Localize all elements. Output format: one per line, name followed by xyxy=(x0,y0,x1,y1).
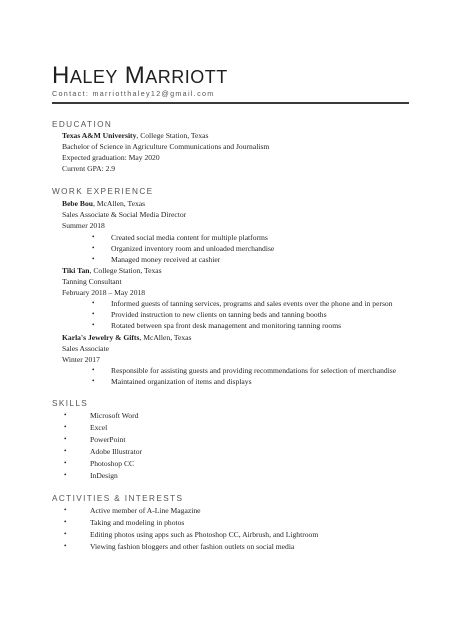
job-location: , College Station, Texas xyxy=(89,266,162,275)
bullet-icon: • xyxy=(92,321,95,329)
bullet-icon: • xyxy=(92,299,95,307)
education-graduation: Expected graduation: May 2020 xyxy=(62,153,160,162)
activity-item: Editing photos using apps such as Photoshop CC, Airbrush, and Lightroom xyxy=(90,530,319,539)
job-dates: Winter 2017 xyxy=(62,355,100,364)
bullet-icon: • xyxy=(64,423,67,431)
bullet-icon: • xyxy=(92,377,95,385)
job-location: , McAllen, Texas xyxy=(93,199,146,208)
skill-item: Adobe Illustrator xyxy=(90,447,143,456)
name-last-rest: ARRIOTT xyxy=(145,67,228,87)
header-divider xyxy=(52,102,409,104)
bullet-icon: • xyxy=(92,310,95,318)
bullet-icon: • xyxy=(64,542,67,550)
job-role: Tanning Consultant xyxy=(62,277,122,286)
job-dates: February 2018 – May 2018 xyxy=(62,288,146,297)
name-first-initial: H xyxy=(52,62,70,89)
job-dates: Summer 2018 xyxy=(62,221,105,230)
bullet-icon: • xyxy=(64,471,67,479)
bullet-icon: • xyxy=(92,244,95,252)
job-bullet: Informed guests of tanning services, programs and sales events over the phone and in person xyxy=(111,299,393,308)
job-bullet: Rotated between spa front desk management and monitoring tanning rooms xyxy=(111,321,342,330)
job-employer: Karla's Jewelry & Gifts xyxy=(62,333,140,342)
job-employer: Tiki Tan xyxy=(62,266,90,275)
bullet-icon: • xyxy=(64,459,67,467)
bullet-icon: • xyxy=(64,447,67,455)
name-first-rest: ALEY xyxy=(69,67,118,87)
job-role: Sales Associate & Social Media Director xyxy=(62,210,187,219)
activities-title: ACTIVITIES & INTERESTS xyxy=(52,494,184,503)
activity-item: Viewing fashion bloggers and other fashion outlets on social media xyxy=(90,542,295,551)
skill-item: InDesign xyxy=(90,471,118,480)
work-title: WORK EXPERIENCE xyxy=(52,187,154,196)
job-location: , McAllen, Texas xyxy=(139,333,192,342)
activity-item: Taking and modeling in photos xyxy=(90,518,185,527)
bullet-icon: • xyxy=(92,366,95,374)
education-school: Texas A&M University xyxy=(62,131,137,140)
education-school-location: , College Station, Texas xyxy=(136,131,209,140)
job-bullet: Provided instruction to new clients on tanning beds and tanning booths xyxy=(111,310,327,319)
skill-item: Excel xyxy=(90,423,108,432)
education-gpa: Current GPA: 2.9 xyxy=(62,164,116,173)
bullet-icon: • xyxy=(92,233,95,241)
bullet-icon: • xyxy=(64,435,67,443)
education-degree: Bachelor of Science in Agriculture Communications and Journalism xyxy=(62,142,270,151)
job-employer-line xyxy=(62,333,191,342)
job-employer-line xyxy=(62,199,145,208)
skill-item: Microsoft Word xyxy=(90,411,139,420)
bullet-icon: • xyxy=(64,506,67,514)
bullet-icon: • xyxy=(64,411,67,419)
education-school-line xyxy=(62,131,208,140)
job-bullet: Organized inventory room and unloaded merchandise xyxy=(111,244,275,253)
job-employer: Bebe Bou xyxy=(62,199,94,208)
bullet-icon: • xyxy=(64,518,67,526)
job-bullet: Created social media content for multiple platforms xyxy=(111,233,268,242)
job-employer-line xyxy=(62,266,162,275)
bullet-icon: • xyxy=(64,530,67,538)
job-bullet: Managed money received at cashier xyxy=(111,255,221,264)
resume-name xyxy=(52,62,228,90)
skills-title: SKILLS xyxy=(52,399,89,408)
job-bullet: Maintained organization of items and displays xyxy=(111,377,252,386)
job-role: Sales Associate xyxy=(62,344,110,353)
skill-item: PowerPoint xyxy=(90,435,126,444)
bullet-icon: • xyxy=(92,255,95,263)
education-title: EDUCATION xyxy=(52,120,113,129)
job-bullet: Responsible for assisting guests and providing recommendations for selection of merchandise xyxy=(111,366,397,375)
activity-item: Active member of A-Line Magazine xyxy=(90,506,201,515)
contact-line: Contact: marriotthaley12@gmail.com xyxy=(52,89,215,98)
skill-item: Photoshop CC xyxy=(90,459,135,468)
name-last-initial: M xyxy=(124,62,146,89)
